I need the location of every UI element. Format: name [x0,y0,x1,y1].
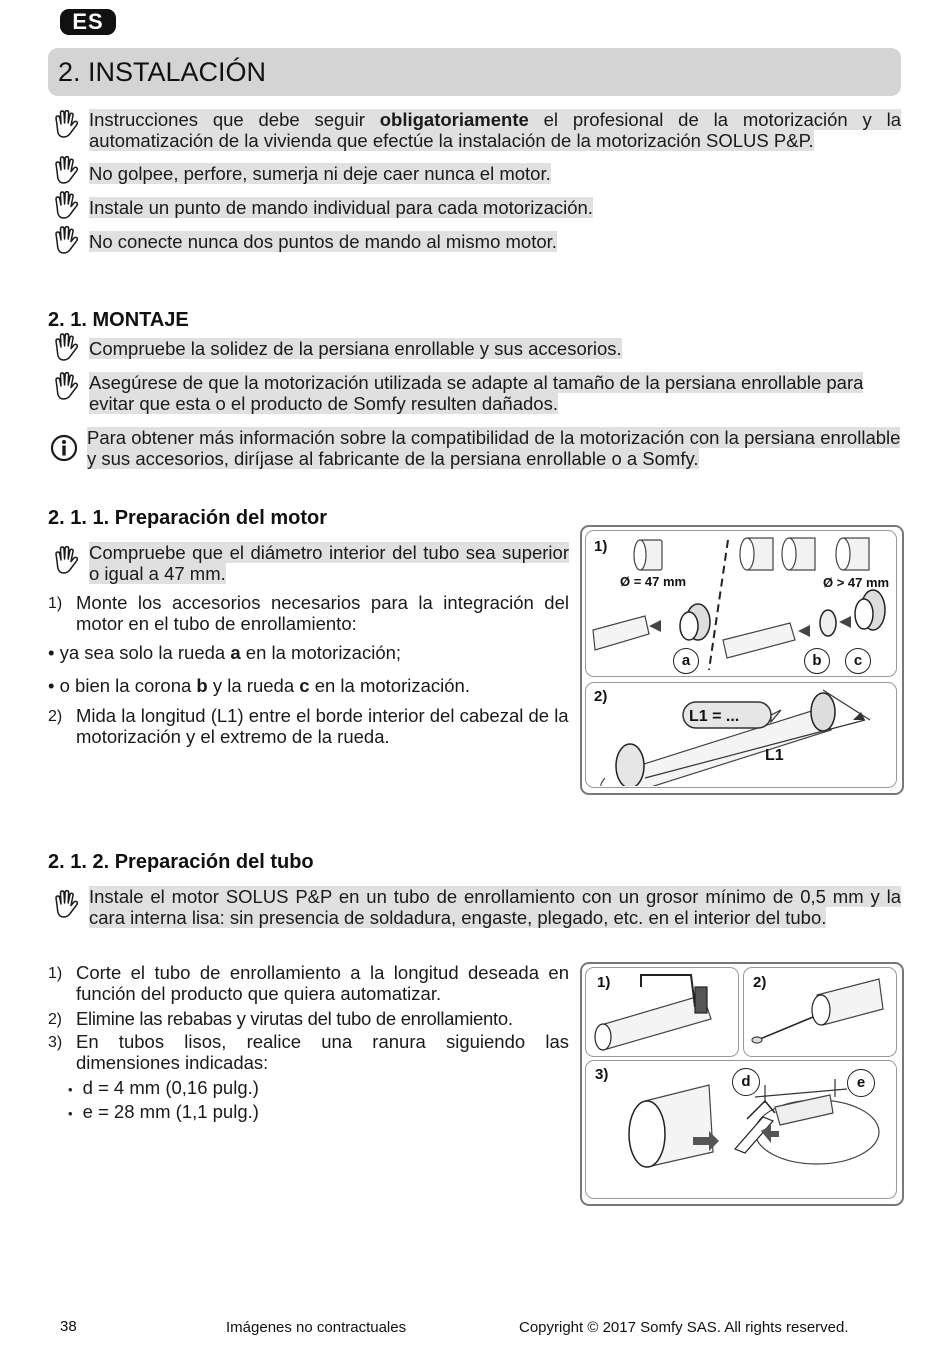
footer-disclaimer: Imágenes no contractuales [226,1319,407,1336]
montaje-note-2: Asegúrese de que la motorización utilizada se adapte al tamaño de la persiana enrollable para evitar que esta o el producto de Somfy resulten dañados. [89,372,864,414]
footer-copyright: Copyright © 2017 Somfy SAS. All rights reserved. [519,1319,849,1336]
language-badge: ES [60,9,116,35]
montaje-note-1: Compruebe la solidez de la persiana enrollable y sus accesorios. [89,338,622,359]
tube-fig-step-1: 1) [597,974,611,991]
install-note-1: Instrucciones que debe seguir obligatoriamente el profesional de la motorización y la automatización de la vivienda que efectúe la instalación de la motorización SOLUS P&P. [89,109,902,151]
install-note-3: Instale un punto de mando individual para cada motorización. [89,197,593,218]
hand-warning-icon [52,333,80,363]
hand-warning-icon [52,546,80,576]
l1-label: L1 [765,747,784,764]
dim-equal-label: Ø = 47 mm [620,574,687,589]
hand-warning-icon [52,156,80,186]
motor-step-2: 2) Mida la longitud (L1) entre el borde interior del cabezal de la motorización y el extremo de la rueda. [48,705,569,747]
tube-prep-title: 2. 1. 2. Preparación del tubo [48,851,314,873]
callout-a: a [673,648,699,674]
tube-prep-note: Instale el motor SOLUS P&P en un tubo de enrollamiento con un grosor mínimo de 0,5 mm y la cara interna lisa: sin presencia de soldadura, engaste, plegado, etc. en el interior del tubo. [89,886,901,928]
motor-prep-title: 2. 1. 1. Preparación del motor [48,507,327,529]
hand-warning-icon [52,191,80,221]
tube-step-2: 2) Elimine las rebabas y virutas del tubo de enrollamiento. [48,1008,513,1029]
tube-fig-step-3: 3) [595,1066,609,1083]
callout-d: d [732,1068,760,1096]
montaje-info: Para obtener más información sobre la compatibilidad de la motorización con la persiana enrollable y sus accesorios, diríjase al fabricante de la persiana enrollable o a Somfy. [87,427,901,469]
motor-step-1: 1) Monte los accesorios necesarios para la integración del motor en el tubo de enrollamiento: [48,592,569,634]
hand-warning-icon [52,226,80,256]
callout-b: b [804,648,830,674]
dim-greater-label: Ø > 47 mm [823,575,890,590]
l1-equals-label: L1 = ... [689,708,740,725]
fig-step-2: 2) [594,688,608,705]
callout-c: c [845,648,871,674]
dimension-d: • d = 4 mm (0,16 pulg.) [68,1077,259,1098]
section-title: 2. INSTALACIÓN [58,57,267,87]
motor-bullet-a: • ya sea solo la rueda a en la motorización; [48,642,402,663]
install-note-2: No golpee, perfore, sumerja ni deje caer nunca el motor. [89,163,551,184]
tube-step-1: 1) Corte el tubo de enrollamiento a la longitud deseada en función del producto que quiera automatizar. [48,962,569,1004]
info-icon [50,434,78,462]
montaje-title: 2. 1. MONTAJE [48,309,189,331]
motor-bullet-bc: • o bien la corona b y la rueda c en la motorización. [48,675,470,696]
fig-step-1: 1) [594,538,608,555]
hand-warning-icon [52,372,80,402]
callout-e: e [847,1069,875,1097]
motor-prep-note: Compruebe que el diámetro interior del tubo sea superior o igual a 47 mm. [89,542,569,584]
hand-warning-icon [52,890,80,920]
dimension-e: • e = 28 mm (1,1 pulg.) [68,1101,259,1122]
hand-warning-icon [52,110,80,140]
page-number: 38 [60,1318,77,1335]
tube-step-3: 3) En tubos lisos, realice una ranura siguiendo las dimensiones indicadas: [48,1031,569,1073]
tube-fig-step-2: 2) [753,974,767,991]
install-note-4: No conecte nunca dos puntos de mando al mismo motor. [89,231,557,252]
